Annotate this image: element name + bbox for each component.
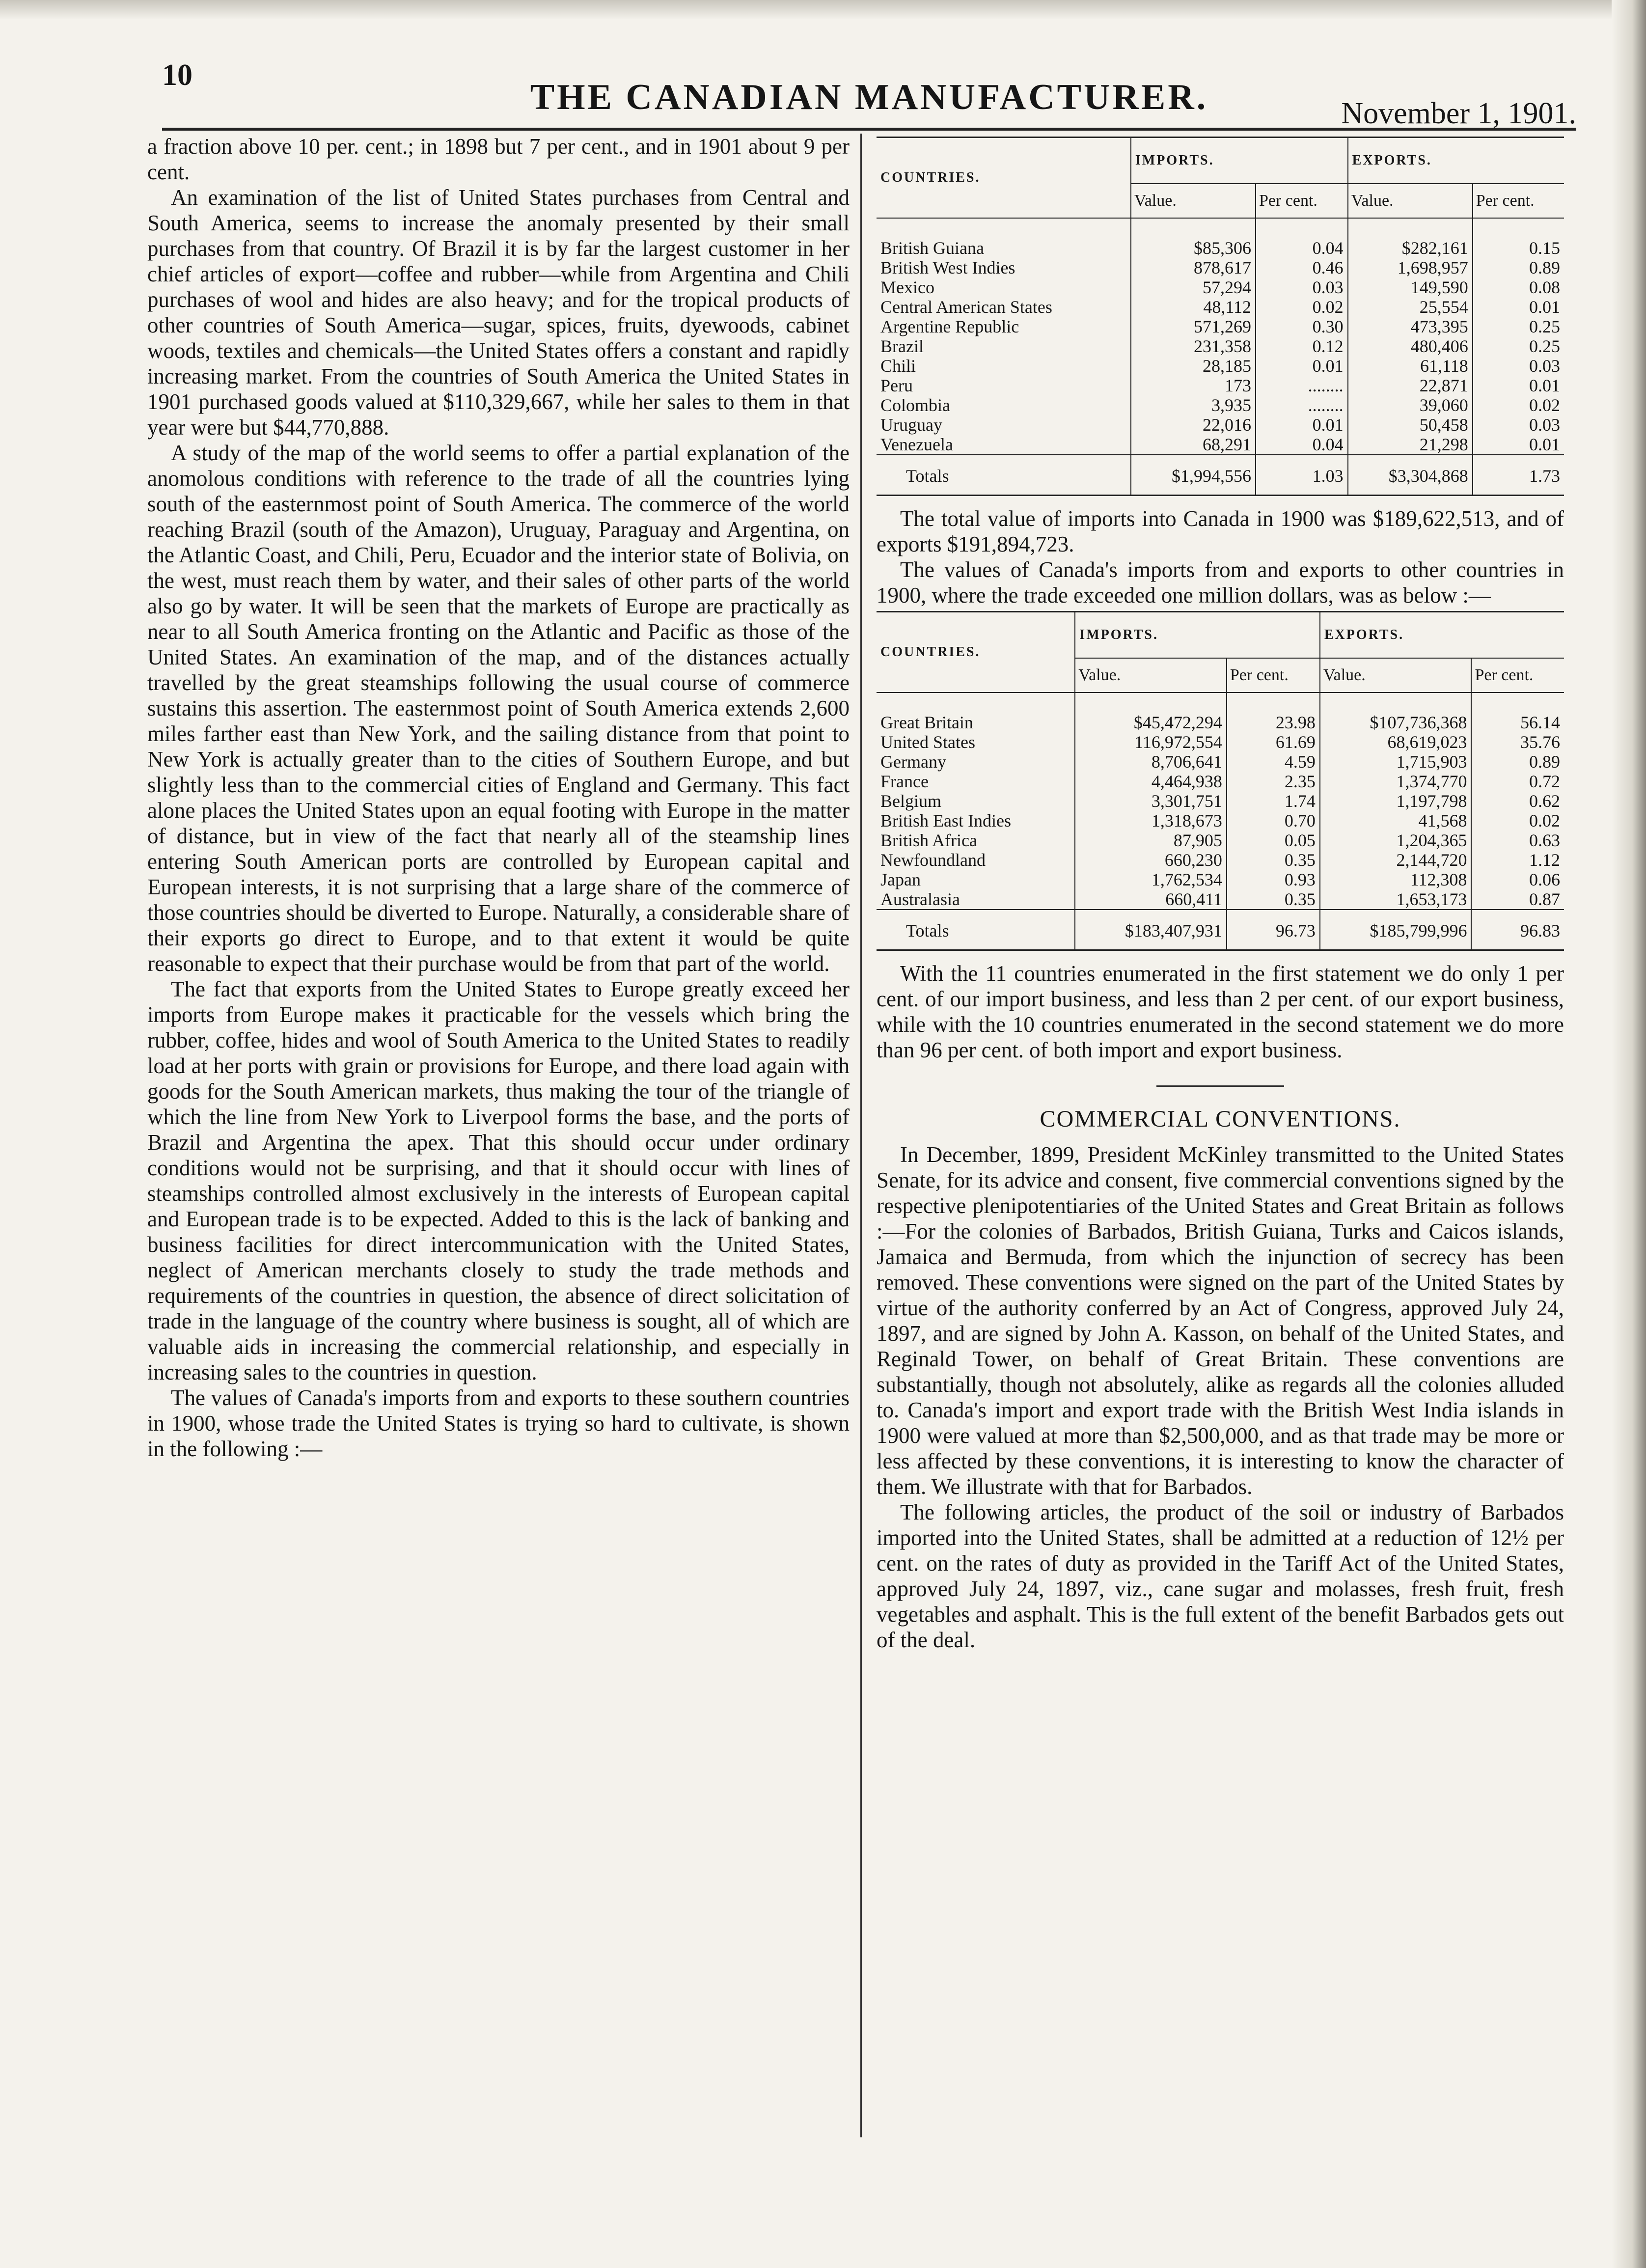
cell-imp-pct: 23.98 bbox=[1227, 692, 1320, 732]
cell-imp-value: 68,291 bbox=[1131, 435, 1256, 455]
cell-imp-value: 1,318,673 bbox=[1075, 811, 1227, 830]
cell-country: British Guiana bbox=[880, 238, 984, 258]
cell-exp-value: 61,118 bbox=[1348, 356, 1473, 376]
cell-imp-value: 3,301,751 bbox=[1075, 791, 1227, 811]
cell-exp-pct: 0.03 bbox=[1473, 356, 1564, 376]
cell-exp-pct: 0.01 bbox=[1473, 376, 1564, 395]
cell-imp-pct: ........ bbox=[1256, 395, 1348, 415]
cell-imp-pct: 0.02 bbox=[1256, 297, 1348, 317]
table-row bbox=[877, 336, 1564, 356]
cell-country: Uruguay bbox=[880, 415, 942, 435]
cell-exp-pct: 0.89 bbox=[1473, 258, 1564, 277]
totals-imp-value: $1,994,556 bbox=[1131, 455, 1256, 495]
cell-exp-pct: 0.62 bbox=[1471, 791, 1564, 811]
cell-imp-pct: 0.04 bbox=[1256, 218, 1348, 258]
cell-country: United States bbox=[880, 732, 975, 752]
cell-imp-pct: 0.93 bbox=[1227, 870, 1320, 889]
totals-imp-pct: 96.73 bbox=[1227, 910, 1320, 949]
cell-exp-pct: 35.76 bbox=[1471, 732, 1564, 752]
cell-exp-value: 21,298 bbox=[1348, 435, 1473, 455]
totals-row bbox=[877, 910, 1564, 949]
cell-exp-value: 480,406 bbox=[1348, 336, 1473, 356]
table-row bbox=[877, 395, 1564, 415]
cell-imp-value: 660,411 bbox=[1075, 889, 1227, 910]
cell-imp-value: 4,464,938 bbox=[1075, 772, 1227, 791]
paragraph: The fact that exports from the United States to Europe greatly exceed her imports from Europe makes it practicable for the vessels which bring the rubber, coffee, hides and wool of South America to the United States to readily load at her ports with grain or provisions for Europe, and there load again with goods for the South American markets, thus making the tour of the triangle of which the line from New York to Liverpool forms the base, and the ports of Brazil and Argentina the apex. That this should occur under ordinary conditions would not be surprising, and that it should occur with lines of steamships controlled almost exclusively in the interests of European capital and European trade is to be expected. Added to this is the lack of banking and business facilities for direct intercommunication with the United States, neglect of American merchants closely to study the trade methods and requirements of the countries in question, the absence of direct solicitation of trade in the language of the country where business is sought, all of which are valuable aids in increasing the commercial relationship, and especially in increasing sales to the countries in question. bbox=[147, 977, 850, 1384]
cell-exp-pct: 0.01 bbox=[1473, 435, 1564, 455]
col-header-imports: IMPORTS. bbox=[1131, 138, 1348, 184]
column-divider bbox=[860, 134, 862, 2137]
cell-imp-pct: 0.05 bbox=[1227, 830, 1320, 850]
table-row bbox=[877, 435, 1564, 455]
cell-exp-pct: 0.25 bbox=[1473, 317, 1564, 336]
table-other-countries bbox=[877, 611, 1564, 951]
cell-country: Argentine Republic bbox=[880, 317, 1019, 336]
cell-exp-pct: 0.02 bbox=[1471, 811, 1564, 830]
cell-country: British East Indies bbox=[880, 811, 1011, 830]
paragraph: With the 11 countries enumerated in the first statement we do only 1 per cent. of our import business, and less than 2 per cent. of our export business, while with the 10 countries enumerated in the second statement we do more than 96 per cent. of both import and export business. bbox=[877, 961, 1564, 1062]
cell-exp-pct: 0.01 bbox=[1473, 297, 1564, 317]
cell-exp-value: 1,374,770 bbox=[1320, 772, 1472, 791]
page-number: 10 bbox=[162, 58, 192, 92]
cell-exp-pct: 0.15 bbox=[1473, 218, 1564, 258]
paragraph: The values of Canada's imports from and exports to other countries in 1900, where the trade exceeded one million dollars, was as below :— bbox=[877, 557, 1564, 608]
paragraph: The total value of imports into Canada in 1900 was $189,622,513, and of exports $191,894,723. bbox=[877, 506, 1564, 556]
cell-imp-pct: 0.35 bbox=[1227, 850, 1320, 870]
sub-header-percent: Per cent. bbox=[1227, 658, 1320, 692]
cell-imp-pct: 0.46 bbox=[1256, 258, 1348, 277]
col-header-imports: IMPORTS. bbox=[1075, 612, 1320, 658]
totals-row bbox=[877, 455, 1564, 495]
col-header-exports: EXPORTS. bbox=[1348, 138, 1564, 184]
totals-imp-value: $183,407,931 bbox=[1075, 910, 1227, 949]
sub-header-value: Value. bbox=[1320, 658, 1472, 692]
left-column bbox=[147, 134, 850, 1462]
cell-imp-pct: 0.70 bbox=[1227, 811, 1320, 830]
cell-exp-pct: 0.25 bbox=[1473, 336, 1564, 356]
cell-imp-pct: 2.35 bbox=[1227, 772, 1320, 791]
cell-exp-value: 1,698,957 bbox=[1348, 258, 1473, 277]
totals-exp-value: $3,304,868 bbox=[1348, 455, 1473, 495]
table-row bbox=[877, 830, 1564, 850]
cell-country: Germany bbox=[880, 752, 946, 772]
table-row bbox=[877, 791, 1564, 811]
table-row bbox=[877, 752, 1564, 772]
cell-imp-value: 22,016 bbox=[1131, 415, 1256, 435]
totals-exp-value: $185,799,996 bbox=[1320, 910, 1472, 949]
publication-title: THE CANADIAN MANUFACTURER. bbox=[530, 77, 1208, 117]
cell-exp-pct: 0.03 bbox=[1473, 415, 1564, 435]
cell-exp-value: 39,060 bbox=[1348, 395, 1473, 415]
cell-exp-pct: 0.02 bbox=[1473, 395, 1564, 415]
cell-imp-value: 660,230 bbox=[1075, 850, 1227, 870]
cell-imp-value: 8,706,641 bbox=[1075, 752, 1227, 772]
cell-exp-value: 112,308 bbox=[1320, 870, 1472, 889]
table-row bbox=[877, 692, 1564, 732]
paragraph: The following articles, the product of the soil or industry of Barbados imported into the United States, shall be admitted at a reduction of 12½ per cent. on the rates of duty as provided in the Tariff Act of the United States, approved July 24, 1897, viz., cane sugar and molasses, fresh fruit, fresh vegetables and asphalt. This is the full extent of the benefit Barbados gets out of the deal. bbox=[877, 1500, 1564, 1652]
cell-imp-value: 28,185 bbox=[1131, 356, 1256, 376]
cell-country: British West Indies bbox=[880, 258, 1015, 277]
cell-imp-pct: 0.35 bbox=[1227, 889, 1320, 910]
totals-exp-pct: 96.83 bbox=[1471, 910, 1564, 949]
sub-header-value: Value. bbox=[1075, 658, 1227, 692]
cell-exp-value: 22,871 bbox=[1348, 376, 1473, 395]
cell-imp-pct: 0.01 bbox=[1256, 415, 1348, 435]
cell-country: Great Britain bbox=[880, 713, 973, 732]
col-header-countries: COUNTRIES. bbox=[877, 138, 1131, 218]
cell-imp-value: 231,358 bbox=[1131, 336, 1256, 356]
table-row bbox=[877, 772, 1564, 791]
cell-exp-value: 2,144,720 bbox=[1320, 850, 1472, 870]
cell-exp-value: 50,458 bbox=[1348, 415, 1473, 435]
page-binding-edge bbox=[1612, 0, 1646, 2268]
cell-exp-pct: 0.08 bbox=[1473, 277, 1564, 297]
cell-country: Brazil bbox=[880, 336, 924, 356]
sub-header-percent: Per cent. bbox=[1256, 184, 1348, 218]
cell-exp-value: 1,197,798 bbox=[1320, 791, 1472, 811]
trade-table bbox=[877, 138, 1564, 495]
table-row bbox=[877, 732, 1564, 752]
paragraph: A study of the map of the world seems to offer a partial explanation of the anomolous conditions with reference to the trade of all the countries lying south of the easternmost point of South America. The commerce of the world reaching Brazil (south of the Amazon), Uruguay, Paraguay and Argentina, on the Atlantic Coast, and Chili, Peru, Ecuador and the interior state of Bolivia, on the west, must reach them by water, and their sales of other parts of the world also go by water. It will be seen that the markets of Europe are practically as near to all South America fronting on the Atlantic and Pacific as those of the United States. An examination of the map, and of the distances actually travelled by the great steamships following the usual course of commerce sustains this assertion. The easternmost point of South America extends 2,600 miles farther east than New York, and the sailing distance from that point to New York is actually greater than to the cities of Southern Europe, and but slightly less than to the commercial cities of England and Germany. This fact alone places the United States upon an equal footing with Europe in the matter of distance, but in view of the fact that nearly all of the steamship lines entering South American ports are controlled by European capital and European interests, it is not surprising that a large share of the commerce of those countries should be diverted to Europe. Naturally, a considerable share of their exports go direct to Europe, and to that extent it would be quite reasonable to expect that their purchase would be from that part of the world. bbox=[147, 441, 850, 976]
cell-imp-pct: 0.04 bbox=[1256, 435, 1348, 455]
totals-exp-pct: 1.73 bbox=[1473, 455, 1564, 495]
cell-exp-pct: 0.72 bbox=[1471, 772, 1564, 791]
table-row bbox=[877, 218, 1564, 258]
cell-exp-value: 68,619,023 bbox=[1320, 732, 1472, 752]
cell-country: Venezuela bbox=[880, 435, 953, 454]
issue-date: November 1, 1901. bbox=[1341, 97, 1576, 130]
table-row bbox=[877, 277, 1564, 297]
table-row bbox=[877, 258, 1564, 277]
cell-exp-value: 25,554 bbox=[1348, 297, 1473, 317]
cell-imp-pct: 0.30 bbox=[1256, 317, 1348, 336]
cell-exp-value: $107,736,368 bbox=[1320, 692, 1472, 732]
col-header-exports: EXPORTS. bbox=[1320, 612, 1564, 658]
table-southern-countries bbox=[877, 137, 1564, 496]
cell-exp-value: 1,653,173 bbox=[1320, 889, 1472, 910]
cell-exp-value: 1,204,365 bbox=[1320, 830, 1472, 850]
section-heading: COMMERCIAL CONVENTIONS. bbox=[1040, 1106, 1401, 1132]
table-row bbox=[877, 415, 1564, 435]
table-row bbox=[877, 297, 1564, 317]
cell-imp-value: 3,935 bbox=[1131, 395, 1256, 415]
cell-exp-pct: 1.12 bbox=[1471, 850, 1564, 870]
cell-imp-pct: 0.03 bbox=[1256, 277, 1348, 297]
paragraph: An examination of the list of United States purchases from Central and South America, seems to increase the anomaly presented by their small purchases from that country. Of Brazil it is by far the largest customer in her chief articles of export—coffee and rubber—while from Argentina and Chili purchases of wool and hides are also heavy; and for the tropical products of other countries of South America—sugar, spices, fruits, dyewoods, cabinet woods, textiles and chemicals—the United States offers a constant and rapidly increasing market. From the countries of South America the United States in 1901 purchased goods valued at $110,329,667, while her sales to them in that year were but $44,770,888. bbox=[147, 185, 850, 440]
cell-exp-pct: 0.63 bbox=[1471, 830, 1564, 850]
sub-header-percent: Per cent. bbox=[1473, 184, 1564, 218]
cell-country: Australasia bbox=[880, 889, 960, 909]
cell-imp-value: 116,972,554 bbox=[1075, 732, 1227, 752]
cell-imp-pct: 1.74 bbox=[1227, 791, 1320, 811]
table-row bbox=[877, 376, 1564, 395]
cell-exp-pct: 0.87 bbox=[1471, 889, 1564, 910]
table-row bbox=[877, 811, 1564, 830]
cell-country: Colombia bbox=[880, 395, 950, 415]
cell-imp-value: 1,762,534 bbox=[1075, 870, 1227, 889]
cell-country: British Africa bbox=[880, 830, 977, 850]
right-column bbox=[877, 134, 1564, 1653]
sub-header-value: Value. bbox=[1131, 184, 1256, 218]
cell-country: Peru bbox=[880, 376, 913, 395]
cell-imp-value: $85,306 bbox=[1131, 218, 1256, 258]
cell-country: Japan bbox=[880, 870, 921, 889]
col-header-countries: COUNTRIES. bbox=[877, 612, 1075, 692]
cell-exp-value: 41,568 bbox=[1320, 811, 1472, 830]
paragraph: The values of Canada's imports from and exports to these southern countries in 1900, whose trade the United States is trying so hard to cultivate, is shown in the following :— bbox=[147, 1385, 850, 1461]
totals-imp-pct: 1.03 bbox=[1256, 455, 1348, 495]
table-row bbox=[877, 889, 1564, 910]
cell-country: Mexico bbox=[880, 277, 934, 297]
cell-exp-pct: 56.14 bbox=[1471, 692, 1564, 732]
cell-imp-value: 87,905 bbox=[1075, 830, 1227, 850]
cell-country: Central American States bbox=[880, 297, 1052, 317]
cell-country: France bbox=[880, 772, 929, 791]
cell-imp-pct: ........ bbox=[1256, 376, 1348, 395]
cell-country: Belgium bbox=[880, 791, 941, 811]
cell-country: Chili bbox=[880, 356, 916, 376]
page-scan-shadow bbox=[0, 0, 1646, 20]
cell-imp-value: 48,112 bbox=[1131, 297, 1256, 317]
cell-exp-pct: 0.89 bbox=[1471, 752, 1564, 772]
cell-imp-pct: 61.69 bbox=[1227, 732, 1320, 752]
cell-imp-pct: 4.59 bbox=[1227, 752, 1320, 772]
cell-imp-value: $45,472,294 bbox=[1075, 692, 1227, 732]
table-row bbox=[877, 850, 1564, 870]
table-row bbox=[877, 870, 1564, 889]
header-rule bbox=[162, 128, 1576, 131]
paragraph: a fraction above 10 per. cent.; in 1898 but 7 per cent., and in 1901 about 9 per cent. bbox=[147, 134, 850, 184]
cell-exp-value: 473,395 bbox=[1348, 317, 1473, 336]
cell-exp-value: 1,715,903 bbox=[1320, 752, 1472, 772]
table-row bbox=[877, 317, 1564, 336]
cell-imp-pct: 0.01 bbox=[1256, 356, 1348, 376]
table-row bbox=[877, 356, 1564, 376]
sub-header-percent: Per cent. bbox=[1471, 658, 1564, 692]
cell-imp-pct: 0.12 bbox=[1256, 336, 1348, 356]
cell-imp-value: 878,617 bbox=[1131, 258, 1256, 277]
totals-label: Totals bbox=[877, 910, 1075, 949]
cell-exp-value: $282,161 bbox=[1348, 218, 1473, 258]
section-rule bbox=[1156, 1085, 1284, 1087]
cell-imp-value: 571,269 bbox=[1131, 317, 1256, 336]
cell-country: Newfoundland bbox=[880, 850, 986, 870]
paragraph: In December, 1899, President McKinley transmitted to the United States Senate, for its advice and consent, five commercial conventions signed by the respective plenipotentiaries of the United States and Great Britain as follows :—For the colonies of Barbados, British Guiana, Turks and Caicos islands, Jamaica and Bermuda, from which the injunction of secrecy has been removed. These conventions were signed on the part of the United States by virtue of the authority conferred by an Act of Congress, approved July 24, 1897, and are signed by John A. Kasson, on behalf of the United States, and Reginald Tower, on behalf of Great Britain. These conventions are substantially, though not absolutely, alike as regards all the colonies alluded to. Canada's import and export trade with the British West India islands in 1900 were valued at more than $2,500,000, and as that trade may be more or less affected by these conventions, it is interesting to know the character of them. We illustrate with that for Barbados. bbox=[877, 1142, 1564, 1499]
cell-imp-value: 57,294 bbox=[1131, 277, 1256, 297]
cell-imp-value: 173 bbox=[1131, 376, 1256, 395]
cell-exp-pct: 0.06 bbox=[1471, 870, 1564, 889]
totals-label: Totals bbox=[877, 455, 1131, 495]
cell-exp-value: 149,590 bbox=[1348, 277, 1473, 297]
sub-header-value: Value. bbox=[1348, 184, 1473, 218]
trade-table bbox=[877, 612, 1564, 949]
